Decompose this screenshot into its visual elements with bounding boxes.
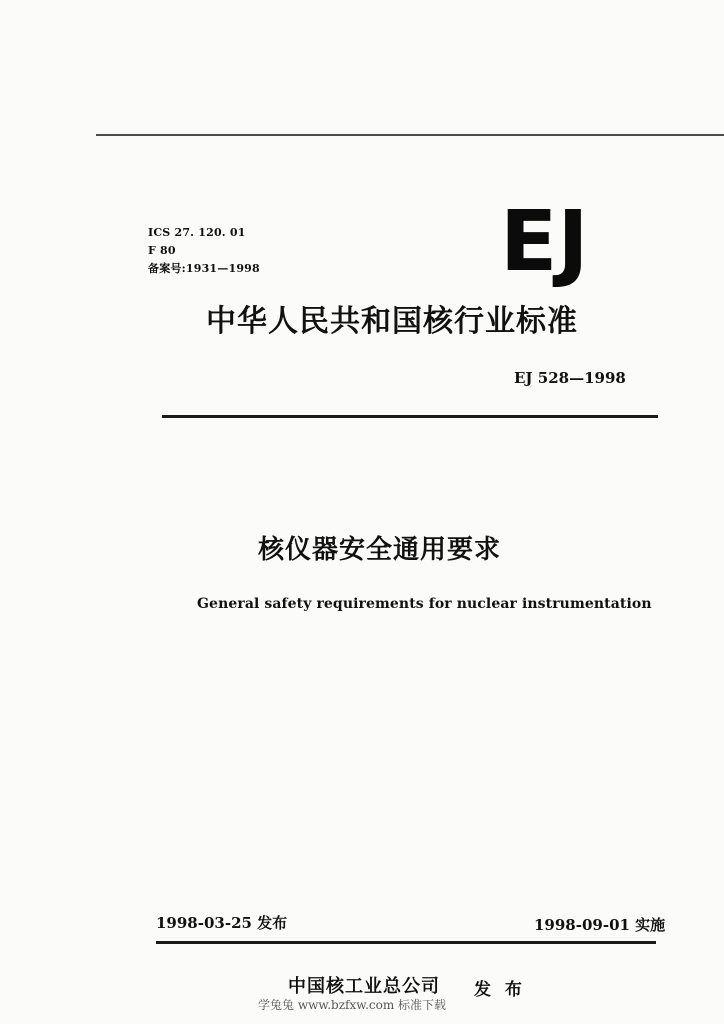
footer-divider bbox=[156, 941, 656, 944]
document-title-chinese: 核仪器安全通用要求 bbox=[258, 535, 502, 565]
effective-date: 1998-09-01 实施 bbox=[534, 916, 666, 934]
top-rule bbox=[96, 134, 724, 136]
header-divider bbox=[162, 415, 658, 418]
ccs-code: F 80 bbox=[148, 244, 176, 257]
publisher-name: 中国核工业总公司 bbox=[288, 976, 440, 997]
standard-code: EJ 528—1998 bbox=[514, 369, 626, 387]
ej-logo: EJ bbox=[500, 192, 589, 290]
publish-label: 发 布 bbox=[474, 980, 526, 1000]
document-title-english: General safety requirements for nuclear instrumentation bbox=[197, 596, 652, 612]
organization-title: 中华人民共和国核行业标准 bbox=[206, 304, 578, 339]
filing-number: 备案号:1931—1998 bbox=[148, 262, 260, 275]
ics-code: ICS 27. 120. 01 bbox=[148, 226, 246, 239]
publish-date: 1998-03-25 发布 bbox=[156, 914, 288, 932]
download-watermark: 学兔兔 www.bzfxw.com 标准下载 bbox=[258, 998, 447, 1012]
